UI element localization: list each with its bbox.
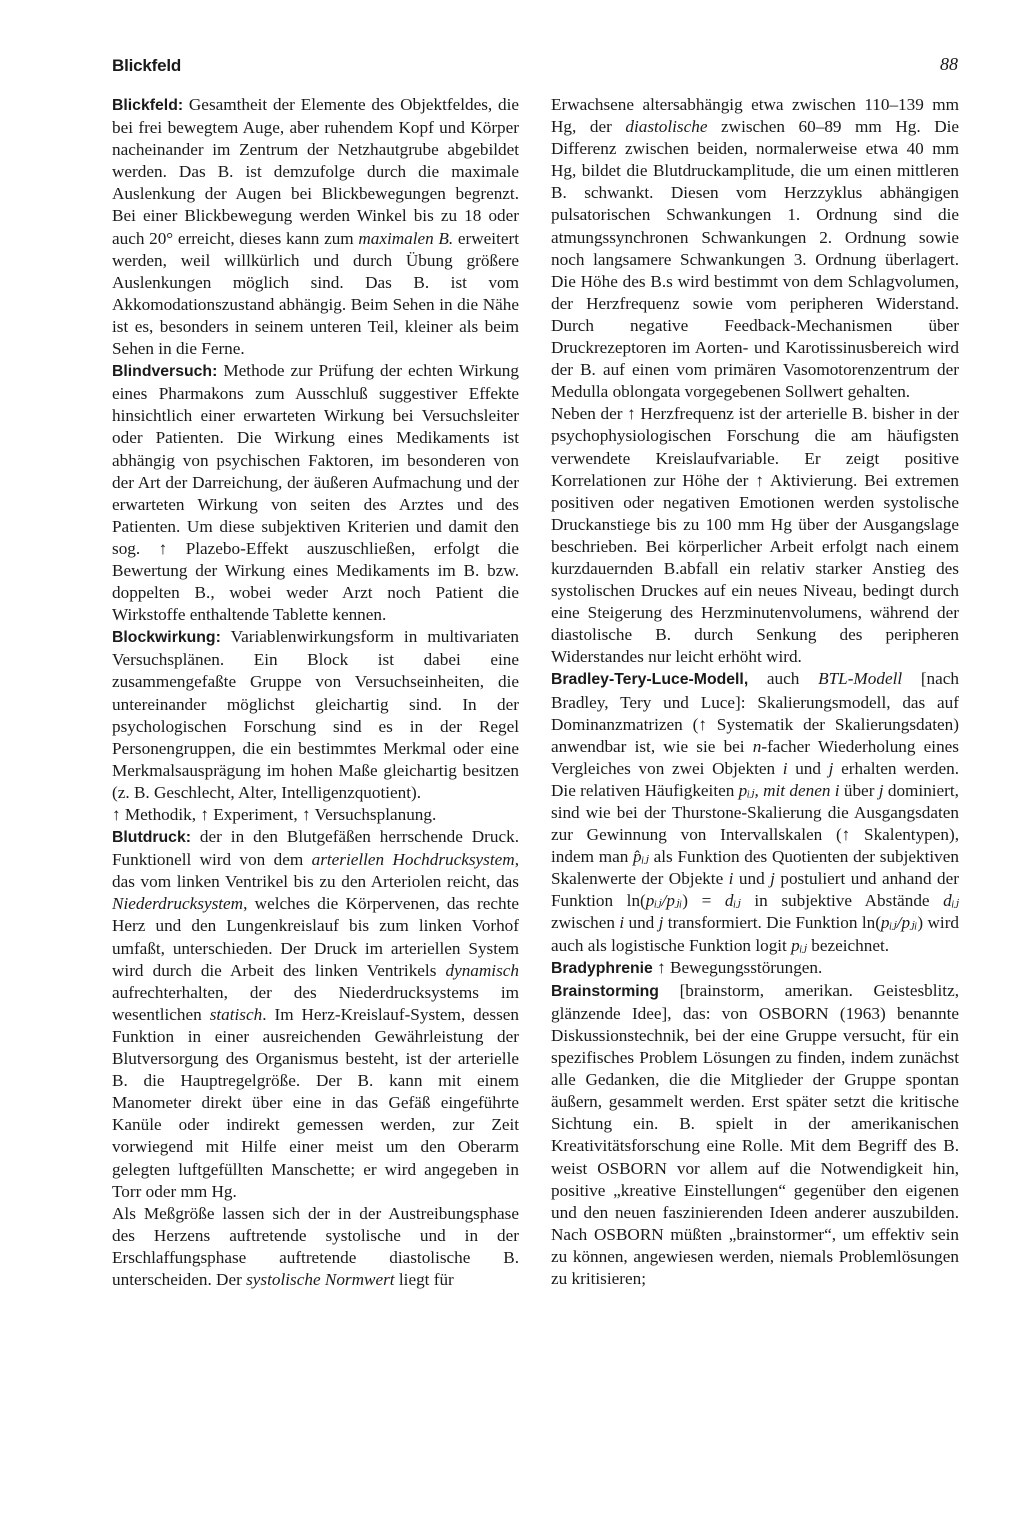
- blutdruck-paragraph: [112, 1203, 519, 1291]
- italic-segment: pᵢⱼ/pⱼᵢ: [645, 891, 683, 911]
- italic-segment: arteriellen Hochdrucksystem: [311, 850, 515, 870]
- entry-brainstorming: [551, 980, 959, 1290]
- text-segment: . Im Herz-Kreislauf-System, dessen Funktion in einer ausreichenden Gewährleistung der Blutversorgung des Organismus besteht, ist der arterielle B. die Hauptregelgröße. Der B. kann mit einem Manometer direkt über eine in das Gefäß eingeführte Kanüle oder indirekt gemessen werden, zur Zeit vorwiegend mit Hilfe einer meist um den Oberarm gelegten luftgefüllten Manschette; er wird angegeben in Torr oder mm Hg.: [112, 1004, 519, 1201]
- entry-term: Brainstorming: [551, 982, 659, 1000]
- text-segment: Neben der ↑ Herzfrequenz ist der arterielle B. bisher in der psychophysiologischen Forschung die am häufigsten verwendete Kreislaufvariable. Er zeigt positive Korrelationen zur Höhe der ↑ Aktivierung. Bei extremen positiven oder negativen Emotionen werden systolische Druckanstiege bis zu 100 mm Hg über der Ausgangslage beschrieben. Bei körperlicher Arbeit erfolgt nach einem kurzdauernden B.abfall ein relativ starker Anstieg des systolischen Druckes auf ein neues Niveau, bedingt durch eine Steigerung des Herzminutenvolumens, während der diastolische B. durch Senkung des peripheren Widerstandes nur leicht erhöht wird.: [551, 404, 959, 667]
- entry-term: Bradyphrenie: [551, 959, 653, 977]
- italic-segment: dynamisch: [445, 960, 519, 980]
- text-segment: ) wird auch als logistische Funktion logit: [551, 913, 960, 955]
- text-segment: aufrechterhalten, der des Niederdrucksystems im wesentlichen: [112, 982, 519, 1024]
- text-segment: ↑ Bewegungsstörungen.: [652, 957, 823, 977]
- entry-term: Bradley-Tery-Luce-Modell,: [551, 671, 749, 689]
- text-segment: liegt für: [394, 1269, 454, 1289]
- italic-segment: pᵢⱼ: [791, 935, 807, 955]
- entry-blockwirkung: [112, 626, 519, 804]
- text-segment: der in den Blutgefäßen herrschende Druck. Funktionell wird von dem: [112, 827, 519, 870]
- text-segment: über: [839, 780, 879, 800]
- text-segment: erweitert werden, weil willkürlich und durch Übung größere Auslenkungen möglich sind. Das B. ist vom Akkomodationszustand abhängig. Beim Sehen in die Nähe ist es, besonders in seinem unteren Teil, kleiner als beim Sehen in die Ferne.: [112, 228, 519, 359]
- cross-references: [112, 804, 519, 826]
- italic-segment: p̂ᵢⱼ: [633, 847, 649, 867]
- blutdruck-paragraph-2: [551, 403, 959, 668]
- text-segment: und: [733, 869, 771, 889]
- text-segment: als Funktion des Quotienten der subjektiven Skalenwerte der Objekte: [551, 847, 959, 889]
- text-segment: Variablenwirkungsform in multivariaten Versuchsplänen. Ein Block ist dabei eine zusammengefaßte Gruppe von Versuchseinheiten, die untereinander möglichst gleichartig sind. In der psychologischen Forschung sind es in der Regel Personengruppen, die ein bestimmtes Merkmal oder eine Merkmalsausprägung im hohen Maße gleichartig besitzen (z. B. Geschlecht, Alter, Intelligenzquotient).: [112, 627, 519, 802]
- entry-blutdruck: [112, 826, 519, 1203]
- text-segment: und: [787, 758, 829, 778]
- entry-term: Blockwirkung:: [112, 629, 221, 647]
- text-segment: transformiert. Die Funktion ln(: [663, 913, 881, 933]
- left-column: [112, 94, 519, 1291]
- text-segment: und: [624, 913, 659, 933]
- text-segment: ↑ Methodik, ↑ Experiment, ↑ Versuchsplanung.: [112, 805, 437, 824]
- text-segment: auch: [748, 669, 819, 689]
- text-segment: Gesamtheit der Elemente des Objektfeldes, die bei frei bewegtem Auge, aber ruhendem Kopf und Körper nacheinander im Zentrum der Netzhautgrube abgebildet werden. Das B. ist demzufolge durch die maximale Auslenkung der Augen bei Blickbewegungen begrenzt. Bei einer Blickbewegung werden Winkel bis zu 18 oder auch 20° erreicht, dieses kann zum: [112, 95, 519, 248]
- text-segment: ) =: [682, 891, 725, 911]
- italic-segment: j: [770, 869, 775, 889]
- text-segment: Als Meßgröße lassen sich der in der Austreibungsphase des Herzens auftretende systolische und in der Erschlaffungsphase auftretende diastolische B. unterscheiden. Der: [112, 1203, 519, 1289]
- italic-segment: diastolische: [625, 117, 708, 137]
- text-segment: bezeichnet.: [807, 935, 890, 955]
- text-segment: dominiert, sind wie bei der Thurstone-Skalierung die Ausgangsdaten zur Gewinnung von Intervallskalen (↑ Skalentypen), indem man: [551, 780, 959, 867]
- right-column: [551, 94, 959, 1290]
- entry-term: Blindversuch:: [112, 363, 218, 381]
- entry-btl-modell: [551, 668, 959, 956]
- italic-segment: i: [782, 758, 788, 778]
- italic-segment: BTL-Modell: [818, 669, 903, 689]
- italic-segment: i: [619, 913, 625, 933]
- italic-segment: dᵢⱼ: [724, 891, 741, 911]
- entry-term: Blickfeld:: [112, 97, 184, 114]
- italic-segment: pᵢⱼ, mit denen i: [738, 780, 840, 800]
- text-segment: zwischen 60–89 mm Hg. Die Differenz zwischen beiden, normalerweise etwa 40 mm Hg, bildet die Blutdruckamplitude, die um einen mittleren B. schwankt. Diesen vom Herzzyklus abhängigen pulsatorischen Schwankungen 1. Ordnung sind die atmungssynchronen Schwankungen 2. Ordnung sowie noch langsamere Schwankungen 3. Ordnung überlagert. Die Höhe des B.s wird bestimmt von dem Schlagvolumen, der Herzfrequenz sowie vom peripheren Widerstand. Durch negative Feedback-Mechanismen über Druckrezeptoren im Aorten- und Karotissinusbereich wird der B. auf einen vom primären Vasomotorenzentrum der Medulla oblongata vorgegebenen Sollwert gehalten.: [551, 117, 960, 402]
- text-segment: erhalten werden. Die relativen Häufigkeiten: [551, 758, 960, 800]
- text-segment: -facher Wiederholung eines Vergleiches von zwei Objekten: [551, 736, 959, 778]
- italic-segment: j: [878, 780, 884, 800]
- italic-segment: n: [752, 736, 762, 756]
- italic-segment: maximalen B.: [358, 228, 454, 248]
- entry-term: Blutdruck:: [112, 829, 191, 847]
- italic-segment: statisch: [209, 1004, 263, 1024]
- italic-segment: j: [828, 758, 834, 778]
- italic-segment: j: [658, 913, 664, 933]
- text-segment: in subjektive Abstände: [740, 891, 944, 911]
- page-number: 88: [940, 54, 958, 74]
- italic-segment: dᵢⱼ: [943, 891, 960, 911]
- entry-bradyphrenie: [551, 957, 959, 980]
- text-segment: Methode zur Prüfung der echten Wirkung eines Pharmakons zum Ausschluß suggestiver Effekte hinsichtlich einer erwarteten Wirkung bei Versuchsleiter oder Patienten. Die Wirkung eines Medikaments ist abhängig von psychischen Faktoren, im besonderen von der Art der Darreichung, der äußeren Aufmachung und der erwarteten Wirkung von seiten des Arztes und des Patienten. Um diese subjektiven Kriterien und damit den sog. ↑ Plazebo-Effekt auszuschließen, erfolgt die Bewertung der Wirkung eines Medikaments im B. bzw. doppelten B., wobei weder Arzt noch Patient die Wirkstoffe enthaltende Tablette kennen.: [112, 361, 519, 625]
- italic-segment: systolische Normwert: [246, 1269, 395, 1289]
- text-segment: postuliert und anhand der Funktion ln(: [551, 869, 959, 911]
- italic-segment: i: [728, 869, 734, 889]
- text-segment: , welches die Körpervenen, das rechte Herz und den Lungenkreislauf bis zum linken Vorhof umfaßt, unterschieden. Der Druck im arteriellen System wird durch die Arbeit des linken Ventrikels: [112, 894, 519, 980]
- blutdruck-continued: [551, 94, 959, 403]
- text-segment: zwischen: [551, 913, 620, 933]
- text-segment: [brainstorm, amerikan. Geistesblitz, glänzende Idee], das: von OSBORN (1963) benannte Diskussionstechnik, bei der eine Gruppe versucht, für ein spezifisches Problem Lösungen zu finden, indem zunächst alle Gedanken, die die Mitglieder der Gruppe spontan äußern, gesammelt werden. Erst später setzt die kritische Sichtung ein. B. spielt in der amerikanischen Kreativitätsforschung eine Rolle. Mit dem Begriff des B. weist OSBORN vor allem auf die Notwendigkeit hin, positive „kreative Einstellungen“ gegenüber den eigenen und den neuen faszinierenden Ideen anderer auszubilden. Nach OSBORN müßten „brainstormer“, um effektiv sein zu können, angewiesen werden, niemals Problemlösungen zu kritisieren;: [551, 980, 959, 1288]
- entry-blindversuch: [112, 360, 519, 626]
- entry-blickfeld: [112, 94, 519, 360]
- running-head: Blickfeld: [112, 56, 182, 75]
- italic-segment: Niederdrucksystem: [112, 894, 244, 914]
- text-segment: Erwachsene altersabhängig etwa zwischen 110–139 mm Hg, der: [551, 95, 959, 137]
- italic-segment: pᵢⱼ/pⱼᵢ: [880, 913, 918, 933]
- text-segment: , das vom linken Ventrikel bis zu den Arteriolen reicht, das: [112, 850, 519, 892]
- text-segment: [nach Bradley, Tery und Luce]: Skalierungsmodell, das auf Dominanzmatrizen (↑ Systematik der Skalierungsdaten) anwendbar ist, wie sie bei: [551, 669, 960, 756]
